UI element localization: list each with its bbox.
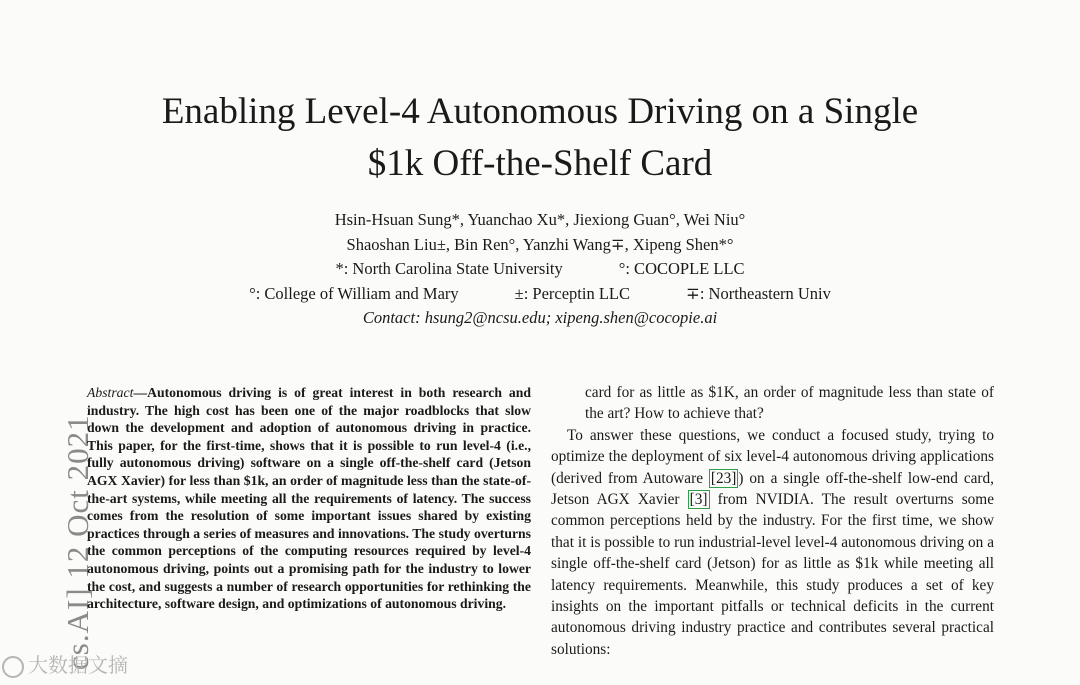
affiliation-line-2 — [60, 282, 1020, 307]
abstract-dash: — — [133, 385, 148, 400]
intro-column — [551, 382, 994, 660]
abstract — [87, 384, 531, 613]
paper-title-line-2: $1k Off-the-Shelf Card — [367, 143, 713, 184]
author-block — [60, 208, 1020, 331]
intro-paragraph-2 — [551, 425, 994, 660]
citation-23[interactable]: [23] — [710, 469, 737, 487]
affiliation-cocople: °: COCOPLE LLC — [618, 259, 745, 278]
citation-3[interactable]: [3] — [689, 491, 708, 509]
abstract-lead: Abstract — [87, 385, 134, 400]
paper-title-line-1: Enabling Level-4 Autonomous Driving on a Single — [161, 91, 919, 132]
author-line-2: Shaoshan Liu±, Bin Ren°, Yanzhi Wang∓, Xipeng Shen*° — [346, 234, 734, 254]
arxiv-stamp — [30, 380, 95, 670]
intro-text-a: To answer these questions, we conduct a focused study, trying to optimize the deployment of six level-4 autonomous driving applications (derived from Autoware — [551, 426, 994, 487]
contact-line: Contact: hsung2@ncsu.edu; xipeng.shen@cocopie.ai — [362, 308, 718, 327]
watermark-text: 大数据文摘 — [28, 653, 128, 677]
intro-text-c: from NVIDIA. The result overturns some common perceptions held by the industry. For the first time, we show that it is possible to run industrial-level level-4 autonomous driving on a single off-the-shelf card (Jetson) for as little as $1k while meeting all latency requirements. Meanwhile, this study produces a set of key insights on the important pitfalls or technical deficits in the current autonomous driving industry practice and contributes several practical solutions: — [551, 491, 994, 658]
intro-paragraph-1: card for as little as $1K, an order of magnitude less than state of the art? How to achieve that? — [585, 384, 994, 423]
watermark — [2, 649, 128, 678]
arxiv-stamp-text: cs.AI] 12 Oct 2021 — [60, 414, 95, 670]
watermark-logo-icon — [2, 656, 24, 678]
abstract-body: Autonomous driving is of great interest in both research and industry. The high cost has been one of the major roadblocks that slow down the development and adoption of autonomous driving in practice. This paper, for the first-time, shows that it is possible to run level-4 (i.e., fully autonomous driving) software on a single off-the-shelf card (Jetson AGX Xavier) for less than $1k, an order of magnitude less than the state-of-the-art systems, while meeting all the requirements of latency. The success comes from the resolution of some important issues shared by existing practices through a series of measures and innovations. The study overturns the common perceptions of the computing resources required by level-4 autonomous driving, points out a promising path for the industry to lower the cost, and suggests a number of research opportunities for rethinking the architecture, software design, and optimizations of autonomous driving. — [87, 385, 531, 612]
affiliation-perceptin: ±: Perceptin LLC — [514, 283, 631, 303]
affiliation-ncsu: *: North Carolina State University — [335, 259, 563, 278]
intro-text-b: ) on a single off-the-shelf low-end card, Jetson AGX Xavier — [551, 469, 994, 509]
affiliation-wm: °: College of William and Mary — [249, 283, 459, 303]
author-line-1: Hsin-Hsuan Sung*, Yuanchao Xu*, Jiexiong Guan°, Wei Niu° — [334, 210, 746, 229]
affiliation-line-1 — [60, 257, 1020, 282]
paper-title — [40, 86, 1040, 190]
affiliation-northeastern: ∓: Northeastern Univ — [686, 283, 831, 303]
